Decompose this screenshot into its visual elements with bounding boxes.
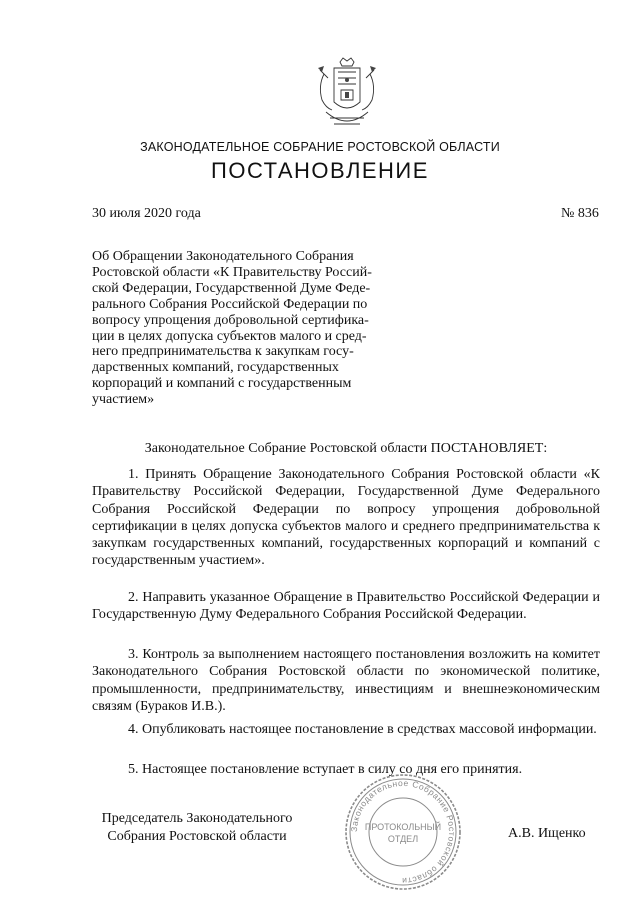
signer-title-line-2: Собрания Ростовской области: [107, 828, 287, 844]
document-subject: Об Обращении Законодательного Собрания Ростовской области «К Правительству Россий- ской Федерации, Государственной Думе Феде- рального Собрания Российской Федерации по вопросу упрощения добровольной сертифика- ции в целях допуска субъектов малого и сред- него предпринимательства к закупкам госу- дарственных компаний, государственных корпораций и компаний с государственным участием»: [92, 249, 372, 408]
signer-name: А.В. Ищенко: [508, 826, 586, 841]
official-stamp: [343, 772, 463, 892]
signer-title: [92, 810, 302, 845]
document-type: ПОСТАНОВЛЕНИЕ: [211, 158, 429, 183]
paragraph-2: 2. Направить указанное Обращение в Правительство Российской Федерации и Государственную Думу Федерального Собрания Российской Федерации.: [92, 590, 600, 623]
preamble: Законодательное Собрание Ростовской области ПОСТАНОВЛЯЕТ:: [144, 441, 548, 456]
stamp-center-line-1: ПРОТОКОЛЬНЫЙ: [364, 822, 442, 832]
stamp-center-line-2: ОТДЕЛ: [387, 834, 419, 844]
signer-title-line-1: Председатель Законодательного: [101, 811, 293, 826]
paragraph-1: 1. Принять Обращение Законодательного Собрания Ростовской области «К Правительству Российской Федерации, Государственной Думе Федерального Собрания Российской Федерации по вопросу упрощения добровольной сертификации в целях допуска субъектов малого и среднего предпринимательства к закупкам государственных компаний, государственных корпораций и компаний с государственным участием».: [92, 467, 600, 569]
organization-name: ЗАКОНОДАТЕЛЬНОЕ СОБРАНИЕ РОСТОВСКОЙ ОБЛАСТИ: [140, 140, 500, 154]
stamp-ring-text: Законодательное Собрание Ростовской области: [348, 777, 458, 887]
paragraph-5: 5. Настоящее постановление вступает в силу со дня его принятия.: [128, 762, 523, 777]
coat-of-arms-emblem: [310, 56, 384, 136]
document-number: № 836: [561, 206, 599, 221]
paragraph-3: 3. Контроль за выполнением настоящего постановления возложить на комитет Законодательного Собрания Ростовской области по экономической политике, промышленности, предпринимательству, инвестициям и внешнеэкономическим связям (Бураков И.В.).: [92, 647, 600, 714]
document-date: 30 июля 2020 года: [92, 206, 201, 221]
paragraph-4: 4. Опубликовать настоящее постановление в средствах массовой информации.: [128, 722, 597, 737]
